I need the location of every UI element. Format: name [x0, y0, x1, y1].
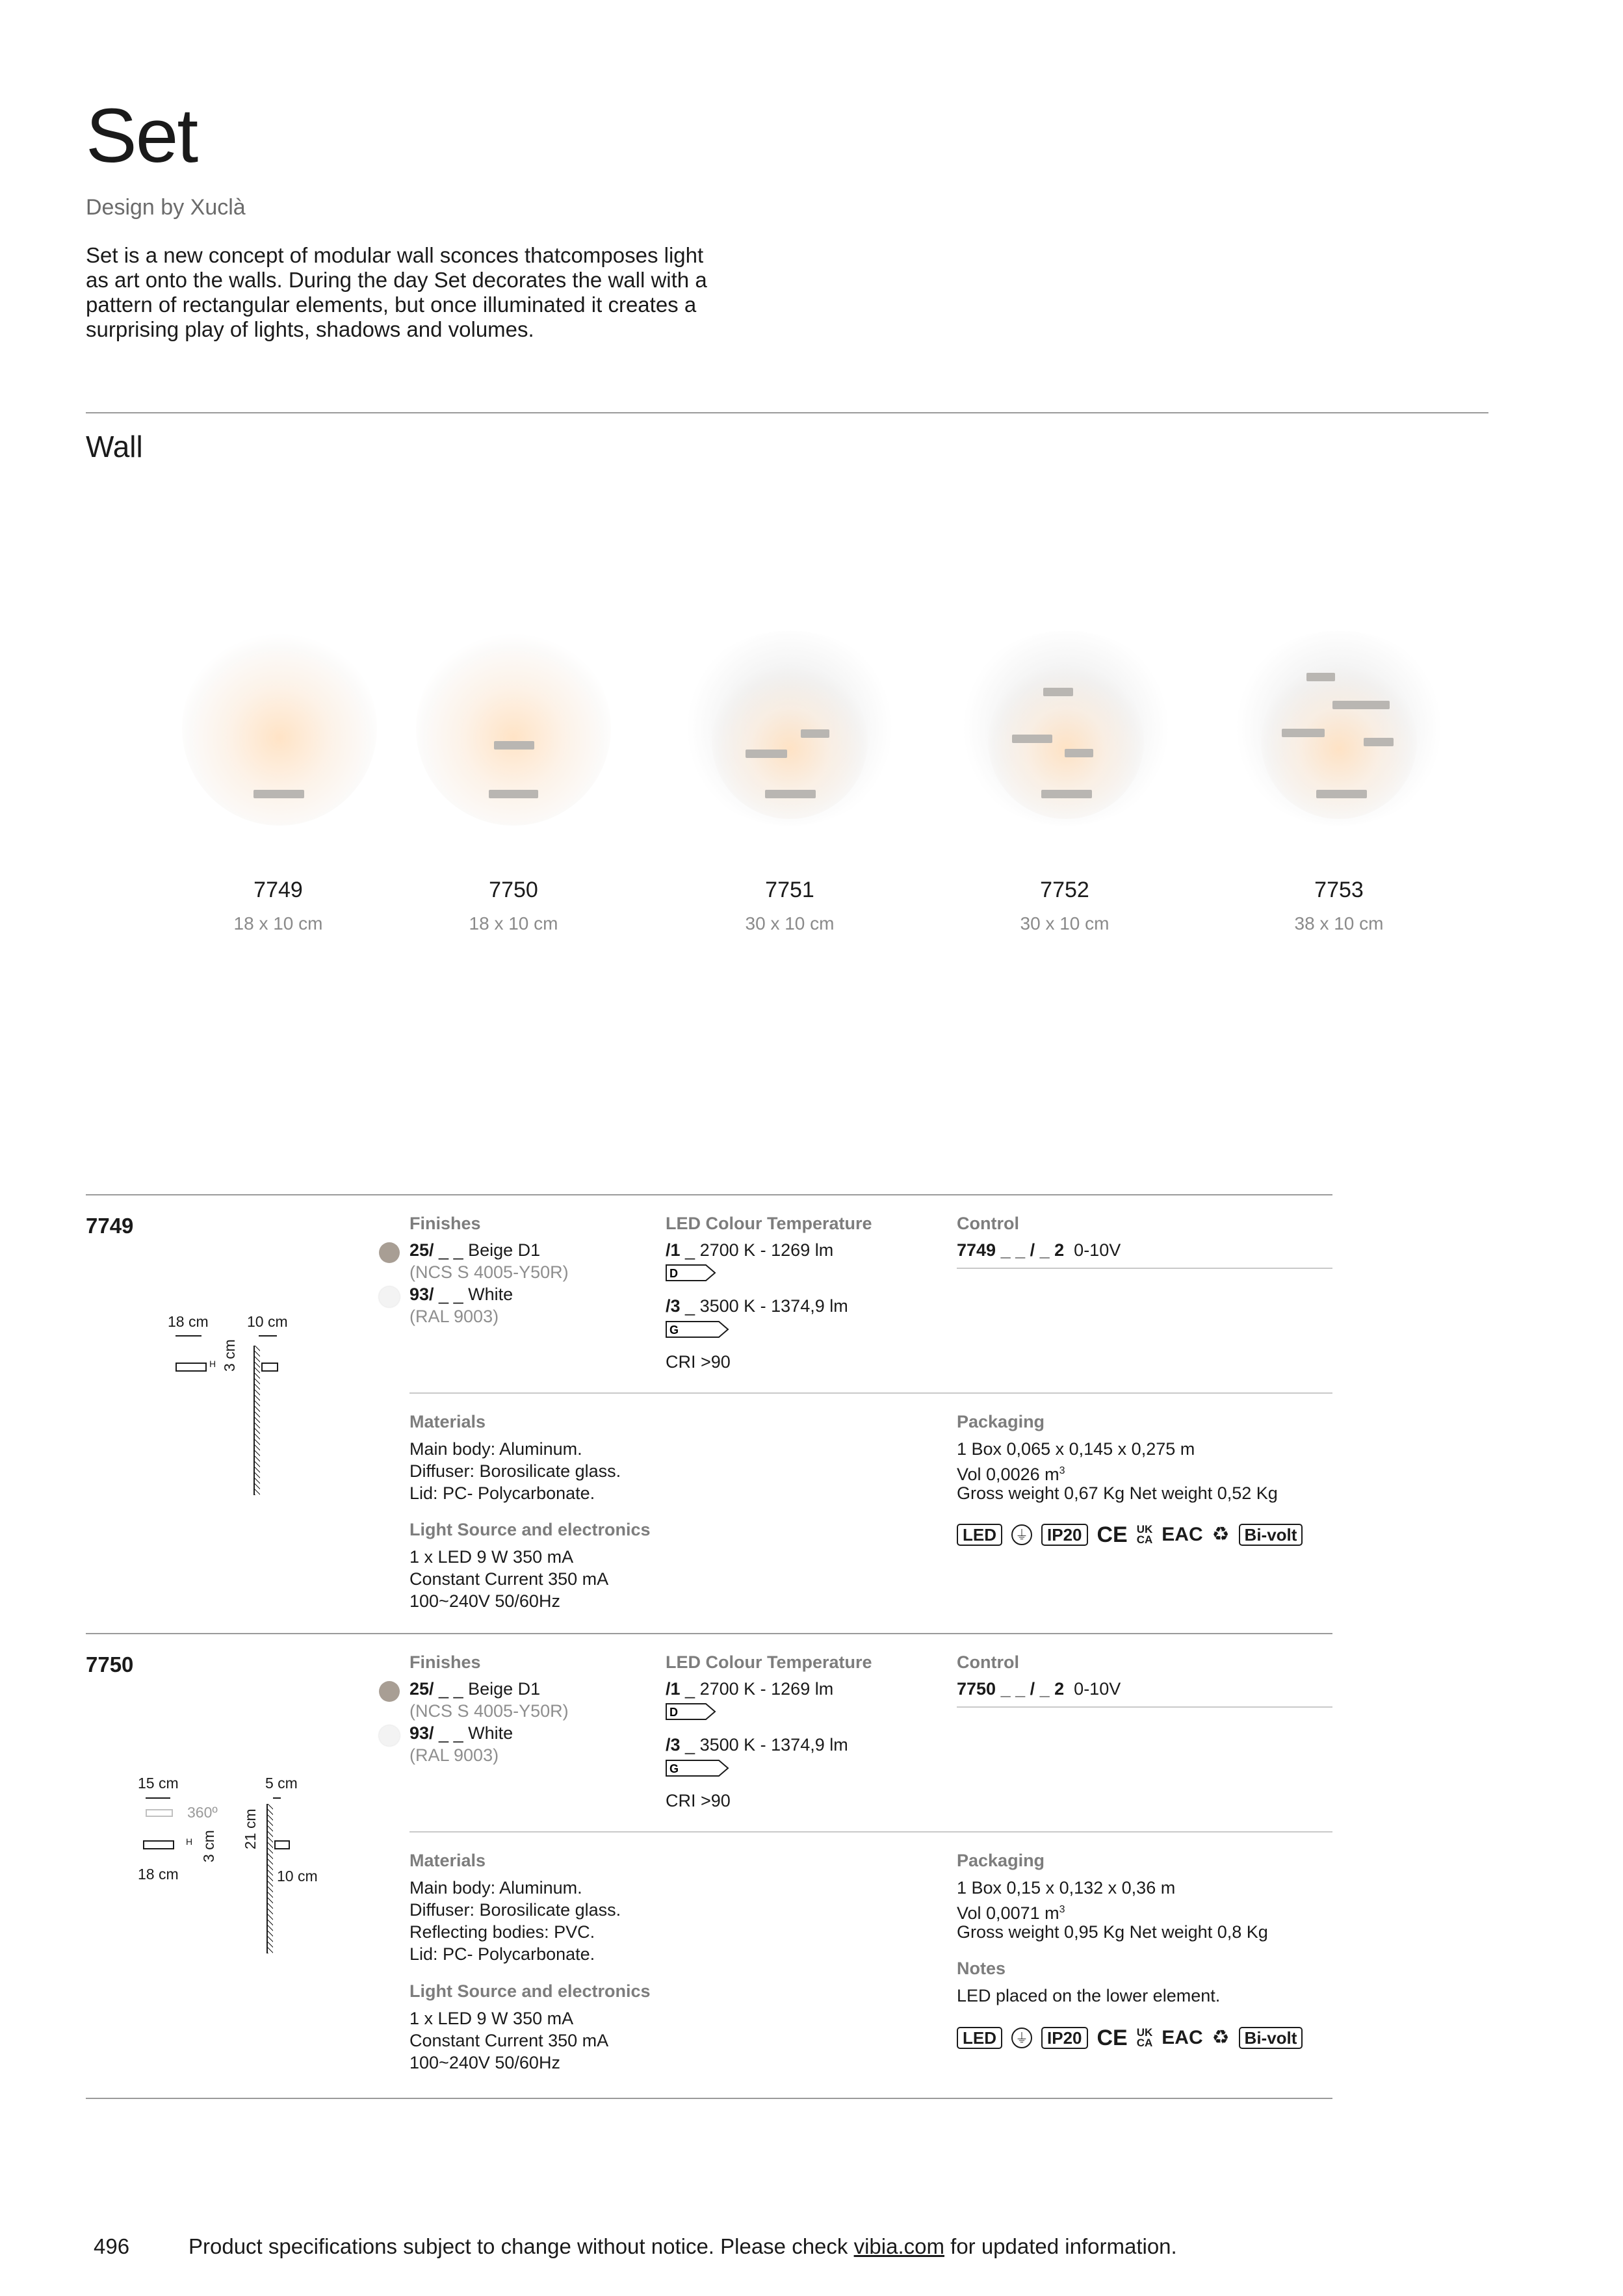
materials-item: Main body: Aluminum.	[409, 1878, 582, 1898]
packaging-label: Packaging	[957, 1412, 1045, 1431]
dim-rotation: 360º	[187, 1804, 218, 1821]
dim-bottom-width: 18 cm	[138, 1866, 179, 1883]
dim-width: 18 cm	[168, 1313, 209, 1330]
led-cert-icon: LED	[957, 1524, 1002, 1546]
divider	[86, 1194, 1332, 1195]
led-cert-icon: LED	[957, 2027, 1002, 2049]
earth-class-icon: ⏚	[1011, 1524, 1032, 1545]
recycle-leaf-icon: ♻	[1212, 1524, 1230, 1545]
control-label: Control	[957, 1214, 1019, 1233]
dim-depth: 10 cm	[247, 1313, 288, 1330]
light-source-label: Light Source and electronics	[409, 1981, 651, 2001]
finish-option: 25/ _ _ Beige D1	[409, 1679, 541, 1699]
ce-mark-icon: CE	[1097, 2025, 1128, 2050]
earth-class-icon: ⏚	[1011, 2028, 1032, 2048]
led-option: /3 _ 3500 K - 1374,9 lm	[666, 1735, 848, 1755]
packaging-box: 1 Box 0,15 x 0,132 x 0,36 m	[957, 1878, 1176, 1898]
certifications-row	[957, 1523, 1303, 1546]
led-option: /1 _ 2700 K - 1269 lm	[666, 1240, 834, 1260]
gallery-code: 7749	[253, 878, 303, 902]
gallery-size: 30 x 10 cm	[1020, 913, 1110, 933]
divider	[86, 1633, 1332, 1634]
product-image-7753	[1215, 605, 1462, 852]
gallery-code: 7751	[765, 878, 814, 902]
materials-item: Diffuser: Borosilicate glass.	[409, 1900, 621, 1920]
product-image-7749	[156, 605, 403, 852]
dim-height: 3 cm	[221, 1339, 238, 1372]
vibia-link[interactable]: vibia.com	[853, 2234, 944, 2258]
dim-bottom-depth: 10 cm	[277, 1868, 318, 1885]
ip-rating-icon: IP20	[1041, 2027, 1088, 2049]
packaging-volume: Vol 0,0071 $m^3$	[957, 1903, 1065, 1923]
page-number: 496	[94, 2234, 130, 2258]
materials-item: Reflecting bodies: PVC.	[409, 1922, 595, 1942]
finish-ref: (RAL 9003)	[409, 1745, 499, 1765]
control-option: 7750 _ _ / _ 2 0-10V	[957, 1679, 1121, 1699]
materials-label: Materials	[409, 1851, 486, 1870]
energy-class: G	[669, 1762, 679, 1775]
dim-top-width: 15 cm	[138, 1775, 179, 1792]
energy-class-badge	[666, 1321, 731, 1341]
dim-h-marker: H	[209, 1359, 216, 1369]
packaging-weight: Gross weight 0,67 Kg Net weight 0,52 Kg	[957, 1483, 1278, 1503]
ukca-mark-icon: UK CA	[1136, 2026, 1153, 2049]
finish-option: 93/ _ _ White	[409, 1285, 513, 1304]
divider	[957, 1706, 1332, 1708]
gallery-size: 30 x 10 cm	[745, 913, 835, 933]
materials-item: Lid: PC- Polycarbonate.	[409, 1944, 595, 1964]
finish-ref: (RAL 9003)	[409, 1307, 499, 1326]
eac-mark-icon: EAC	[1162, 2026, 1203, 2048]
energy-class: G	[669, 1324, 679, 1337]
notes-text: LED placed on the lower element.	[957, 1986, 1221, 2005]
packaging-label: Packaging	[957, 1851, 1045, 1870]
control-label: Control	[957, 1652, 1019, 1672]
eac-mark-icon: EAC	[1162, 1523, 1203, 1545]
divider	[409, 1392, 1332, 1394]
packaging-weight: Gross weight 0,95 Kg Net weight 0,8 Kg	[957, 1922, 1268, 1942]
materials-label: Materials	[409, 1412, 486, 1431]
gallery-size: 18 x 10 cm	[469, 913, 558, 933]
page-title: Set	[86, 93, 198, 179]
light-source-label: Light Source and electronics	[409, 1520, 651, 1539]
section-title: Wall	[86, 430, 143, 463]
bivolt-icon: Bi-volt	[1239, 2027, 1303, 2049]
swatch-beige	[379, 1242, 400, 1263]
divider	[957, 1268, 1332, 1269]
designer-credit: Design by Xuclà	[86, 195, 246, 220]
product-image-7751	[666, 605, 913, 852]
bivolt-icon: Bi-volt	[1239, 1524, 1303, 1546]
led-option: /3 _ 3500 K - 1374,9 lm	[666, 1296, 848, 1316]
swatch-white	[379, 1286, 400, 1307]
led-label: LED Colour Temperature	[666, 1652, 872, 1672]
light-source-item: Constant Current 350 mA	[409, 2031, 609, 2050]
materials-item: Main body: Aluminum.	[409, 1439, 582, 1459]
divider	[86, 412, 1488, 413]
energy-class-badge	[666, 1703, 718, 1723]
packaging-box: 1 Box 0,065 x 0,145 x 0,275 m	[957, 1439, 1195, 1459]
swatch-white	[379, 1725, 400, 1746]
finishes-label: Finishes	[409, 1214, 481, 1233]
light-source-item: 100~240V 50/60Hz	[409, 2053, 560, 2072]
swatch-beige	[379, 1681, 400, 1702]
light-source-item: 1 x LED 9 W 350 mA	[409, 2009, 574, 2028]
finish-option: 25/ _ _ Beige D1	[409, 1240, 541, 1260]
light-source-item: 1 x LED 9 W 350 mA	[409, 1547, 574, 1567]
ip-rating-icon: IP20	[1041, 1524, 1088, 1546]
gallery-size: 18 x 10 cm	[233, 913, 323, 933]
dim-h-marker: H	[186, 1836, 193, 1847]
gallery-size: 38 x 10 cm	[1294, 913, 1384, 933]
product-code: 7749	[86, 1214, 134, 1238]
materials-item: Lid: PC- Polycarbonate.	[409, 1483, 595, 1503]
recycle-leaf-icon: ♻	[1212, 2027, 1230, 2048]
gallery-code: 7752	[1040, 878, 1089, 902]
dimension-drawing	[156, 1307, 305, 1502]
finishes-label: Finishes	[409, 1652, 481, 1672]
divider	[409, 1831, 1332, 1833]
led-label: LED Colour Temperature	[666, 1214, 872, 1233]
divider	[86, 2098, 1332, 2099]
energy-class: D	[669, 1706, 678, 1719]
certifications-row	[957, 2026, 1303, 2049]
cri-value: CRI >90	[666, 1352, 731, 1372]
energy-class-badge	[666, 1264, 718, 1285]
finish-ref: (NCS S 4005-Y50R)	[409, 1262, 569, 1282]
materials-item: Diffuser: Borosilicate glass.	[409, 1461, 621, 1481]
dimension-drawing	[130, 1771, 325, 1960]
light-source-item: Constant Current 350 mA	[409, 1569, 609, 1589]
intro-paragraph: Set is a new concept of modular wall sconces thatcomposes light as art onto the walls. During the day Set decorates the wall with a pattern of rectangular elements, but once illuminated it creates a surprising play of lights, shadows and volumes.	[86, 243, 707, 341]
light-source-item: 100~240V 50/60Hz	[409, 1591, 560, 1611]
ukca-mark-icon: UK CA	[1136, 1522, 1153, 1546]
cri-value: CRI >90	[666, 1791, 731, 1810]
gallery-code: 7753	[1314, 878, 1364, 902]
ce-mark-icon: CE	[1097, 1522, 1128, 1547]
footer-disclaimer: Product specifications subject to change without notice. Please check vibia.com for updated information.	[188, 2234, 1177, 2258]
product-image-7750	[390, 605, 637, 852]
dim-height: 3 cm	[200, 1830, 217, 1862]
energy-class-badge	[666, 1760, 731, 1780]
notes-label: Notes	[957, 1959, 1006, 1978]
dim-total-height: 21 cm	[242, 1808, 259, 1849]
control-option: 7749 _ _ / _ 2 0-10V	[957, 1240, 1121, 1260]
product-code: 7750	[86, 1652, 134, 1676]
dim-top-depth: 5 cm	[265, 1775, 298, 1792]
energy-class: D	[669, 1267, 678, 1280]
finish-option: 93/ _ _ White	[409, 1723, 513, 1743]
gallery-code: 7750	[489, 878, 538, 902]
finish-ref: (NCS S 4005-Y50R)	[409, 1701, 569, 1721]
packaging-volume: Vol 0,0026 $m^3$	[957, 1465, 1065, 1484]
led-option: /1 _ 2700 K - 1269 lm	[666, 1679, 834, 1699]
product-image-7752	[942, 605, 1189, 852]
